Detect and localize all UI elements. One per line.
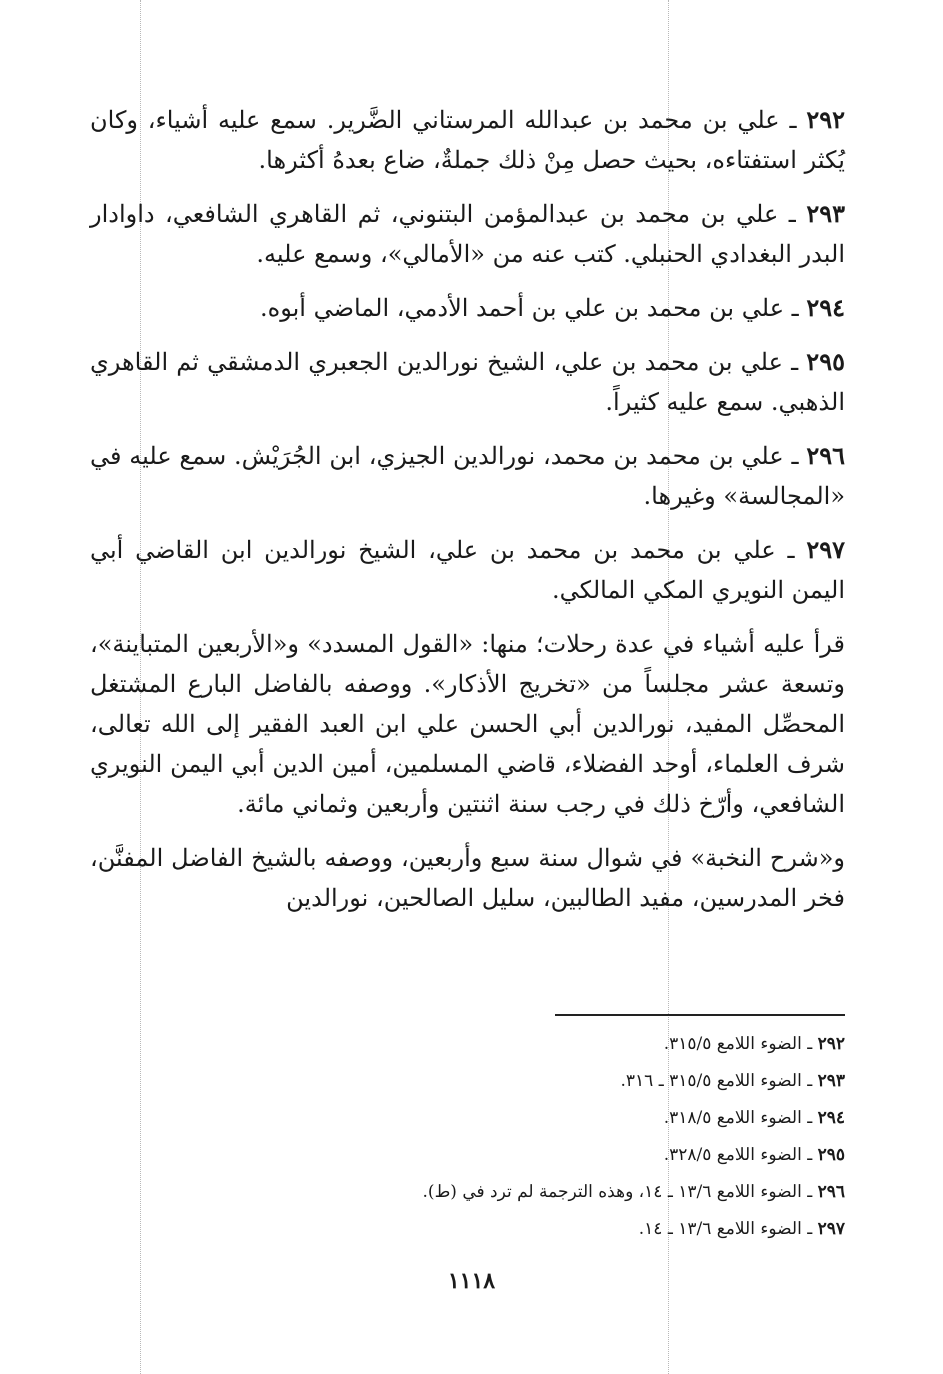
footnote-separator (555, 1014, 845, 1016)
footnote-item: ٢٩٥ ـ الضوء اللامع ٣٢٨/٥. (663, 1145, 845, 1165)
entry-text: علي بن محمد بن محمد، نورالدين الجيزي، ابن الجُرَيْش. سمع عليه في «المجالسة» وغيرها. (90, 442, 845, 510)
footnote-text: الضوء اللامع ١٣/٦ ـ ١٤، وهذه الترجمة لم ترد في (ط). (422, 1182, 802, 1202)
entry-text: علي بن محمد بن علي، الشيخ نورالدين الجعبري الدمشقي ثم القاهري الذهبي. سمع عليه كثيراً. (90, 348, 845, 416)
footnote-item: ٢٩٢ ـ الضوء اللامع ٣١٥/٥. (663, 1034, 845, 1054)
footnote-text: الضوء اللامع ٣١٥/٥. (663, 1034, 802, 1054)
footnote-item: ٢٩٤ ـ الضوء اللامع ٣١٨/٥. (663, 1108, 845, 1128)
entry-text: علي بن محمد بن عبدالله المرستاني الضَّرير. سمع عليه أشياء، وكان يُكثر استفتاءه، بحيث حصل مِنْ ذلك جملةٌ، ضاع بعدهُ أكثرها. (90, 106, 845, 174)
entry-number: ٢٩٤ (806, 293, 845, 322)
footnote-text: الضوء اللامع ١٣/٦ ـ ١٤. (638, 1219, 802, 1239)
entry-293: ٢٩٣ ـ علي بن محمد بن عبدالمؤمن البتنوني، ثم القاهري الشافعي، داوادار البدر البغدادي الحنبلي. كتب عنه من «الأمالي»، وسمع عليه. (90, 199, 845, 268)
entry-292: ٢٩٢ ـ علي بن محمد بن عبدالله المرستاني الضَّرير. سمع عليه أشياء، وكان يُكثر استفتاءه، بحيث حصل مِنْ ذلك جملةٌ، ضاع بعدهُ أكثرها. (90, 105, 845, 174)
footnote-text: الضوء اللامع ٣٢٨/٥. (663, 1145, 802, 1165)
body-paragraph: قرأ عليه أشياء في عدة رحلات؛ منها: «القول المسدد» و«الأربعين المتباينة»، وتسعة عشر مجلساً من «تخريج الأذكار». ووصفه بالفاضل البارع المشتغل المحصِّل المفيد، نورالدين أبي الحسن علي ابن العبد الفقير إلى الله تعالى، شرف العلماء، أوحد الفضلاء، قاضي المسلمين، أمين الدين أبي اليمن النويري الشافعي، وأرّخ ذلك في رجب سنة اثنتين وأربعين وثماني مائة. (90, 630, 845, 818)
footnote-number: ٢٩٢ (817, 1034, 845, 1054)
entry-number: ٢٩٦ (806, 441, 845, 470)
entry-296: ٢٩٦ ـ علي بن محمد بن محمد، نورالدين الجيزي، ابن الجُرَيْش. سمع عليه في «المجالسة» وغيرها. (90, 441, 845, 510)
footnote-item: ٢٩٣ ـ الضوء اللامع ٣١٥/٥ ـ ٣١٦. (620, 1071, 845, 1091)
entry-number: ٢٩٣ (806, 199, 845, 228)
footnote-number: ٢٩٧ (817, 1219, 845, 1239)
entry-number: ٢٩٥ (806, 347, 845, 376)
entry-295: ٢٩٥ ـ علي بن محمد بن علي، الشيخ نورالدين الجعبري الدمشقي ثم القاهري الذهبي. سمع عليه كثيراً. (90, 347, 845, 416)
footnote-item: ٢٩٦ ـ الضوء اللامع ١٣/٦ ـ ١٤، وهذه الترجمة لم ترد في (ط). (422, 1182, 845, 1202)
entry-text: علي بن محمد بن علي بن أحمد الأدمي، الماضي أبوه. (260, 294, 785, 322)
entry-number: ٢٩٢ (806, 105, 845, 134)
main-text (90, 100, 845, 932)
entry-294: ٢٩٤ ـ علي بن محمد بن علي بن أحمد الأدمي، الماضي أبوه. (260, 293, 845, 322)
footnote-number: ٢٩٤ (817, 1108, 845, 1128)
footnotes (145, 1026, 845, 1248)
body-paragraph: و«شرح النخبة» في شوال سنة سبع وأربعين، ووصفه بالشيخ الفاضل المفنَّن، فخر المدرسين، مفيد الطالبين، سليل الصالحين، نورالدين (90, 844, 845, 912)
entry-text: علي بن محمد بن محمد بن علي، الشيخ نورالدين ابن القاضي أبي اليمن النويري المكي المالكي. (90, 536, 845, 604)
footnote-number: ٢٩٣ (817, 1071, 845, 1091)
page-number: ١١١٨ (447, 1268, 496, 1294)
footnote-text: الضوء اللامع ٣١٥/٥ ـ ٣١٦. (620, 1071, 802, 1091)
footnote-item: ٢٩٧ ـ الضوء اللامع ١٣/٦ ـ ١٤. (638, 1219, 845, 1239)
footnote-text: الضوء اللامع ٣١٨/٥. (663, 1108, 802, 1128)
entry-number: ٢٩٧ (806, 535, 846, 564)
footnote-number: ٢٩٥ (817, 1145, 845, 1165)
footnote-number: ٢٩٦ (817, 1182, 845, 1202)
entry-297: ٢٩٧ ـ علي بن محمد بن محمد بن علي، الشيخ نورالدين ابن القاضي أبي اليمن النويري المكي المالكي. (90, 535, 846, 604)
entry-text: علي بن محمد بن عبدالمؤمن البتنوني، ثم القاهري الشافعي، داوادار البدر البغدادي الحنبلي. كتب عنه من «الأمالي»، وسمع عليه. (90, 200, 845, 268)
